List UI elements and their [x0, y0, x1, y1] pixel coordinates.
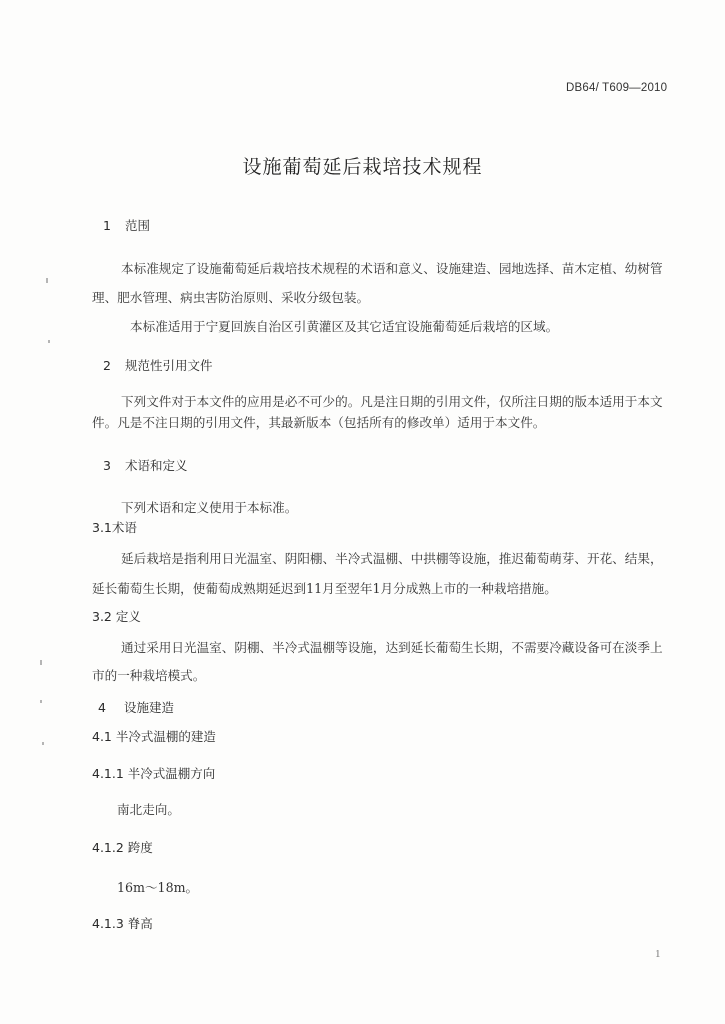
scan-speck [42, 742, 44, 745]
section-3-heading [103, 456, 188, 474]
scan-speck [46, 278, 48, 283]
section-3-2-heading: 3.2 定义 [92, 609, 141, 624]
section-2-title: 规范性引用文件 [125, 358, 213, 373]
section-3-2-line-2: 市的一种栽培模式。 [92, 668, 206, 683]
section-3-number: 3 [103, 458, 111, 473]
scan-speck [40, 660, 42, 665]
section-2-number: 2 [103, 358, 111, 373]
scan-speck [48, 340, 50, 343]
section-4-1-1-heading: 4.1.1 半冷式温棚方向 [92, 766, 216, 781]
section-3-1-heading: 3.1术语 [92, 520, 137, 535]
scan-speck [40, 700, 42, 703]
section-4-heading [98, 698, 174, 716]
document-title: 设施葡萄延后栽培技术规程 [242, 156, 483, 178]
section-3-title: 术语和定义 [125, 458, 188, 473]
section-1-title: 范围 [125, 218, 151, 233]
document-code: DB64/ T609—2010 [566, 82, 668, 94]
section-2-heading [103, 356, 213, 374]
section-4-number: 4 [98, 700, 106, 715]
section-2-line-2: 件。凡是不注日期的引用文件，其最新版本（包括所有的修改单）适用于本文件。 [92, 415, 546, 430]
section-3-1-line-2: 延长葡萄生长期，使葡萄成熟期延迟到11月至翌年1月分成熟上市的一种栽培措施。 [92, 581, 557, 596]
section-3-1-line-1: 延后栽培是指利用日光温室、阴阳棚、半冷式温棚、中拱棚等设施，推迟葡萄萌芽、开花、结果， [121, 551, 663, 566]
section-1-line-3: 本标准适用于宁夏回族自治区引黄灌区及其它适宜设施葡萄延后栽培的区域。 [130, 319, 559, 334]
section-2-line-1: 下列文件对于本文件的应用是必不可少的。凡是注日期的引用文件，仅所注日期的版本适用于本文 [121, 394, 663, 409]
section-4-1-2-text: 16m～18m。 [117, 880, 199, 895]
section-4-1-1-text: 南北走向。 [117, 802, 180, 817]
section-1-number: 1 [103, 218, 111, 233]
section-4-1-2-heading: 4.1.2 跨度 [92, 840, 153, 855]
section-3-intro: 下列术语和定义使用于本标准。 [121, 500, 298, 515]
section-1-line-2: 理、肥水管理、病虫害防治原则、采收分级包装。 [92, 290, 370, 305]
section-4-1-heading: 4.1 半冷式温棚的建造 [92, 729, 216, 744]
section-4-1-3-heading: 4.1.3 脊高 [92, 916, 153, 931]
page-number: 1 [655, 948, 661, 960]
section-1-line-1: 本标准规定了设施葡萄延后栽培技术规程的术语和意义、设施建造、园地选择、苗木定植、幼树管 [121, 261, 663, 276]
section-4-title: 设施建造 [124, 700, 175, 715]
section-3-2-line-1: 通过采用日光温室、阴棚、半冷式温棚等设施，达到延长葡萄生长期，不需要冷藏设备可在淡季上 [121, 640, 663, 655]
section-1-heading [103, 216, 150, 234]
